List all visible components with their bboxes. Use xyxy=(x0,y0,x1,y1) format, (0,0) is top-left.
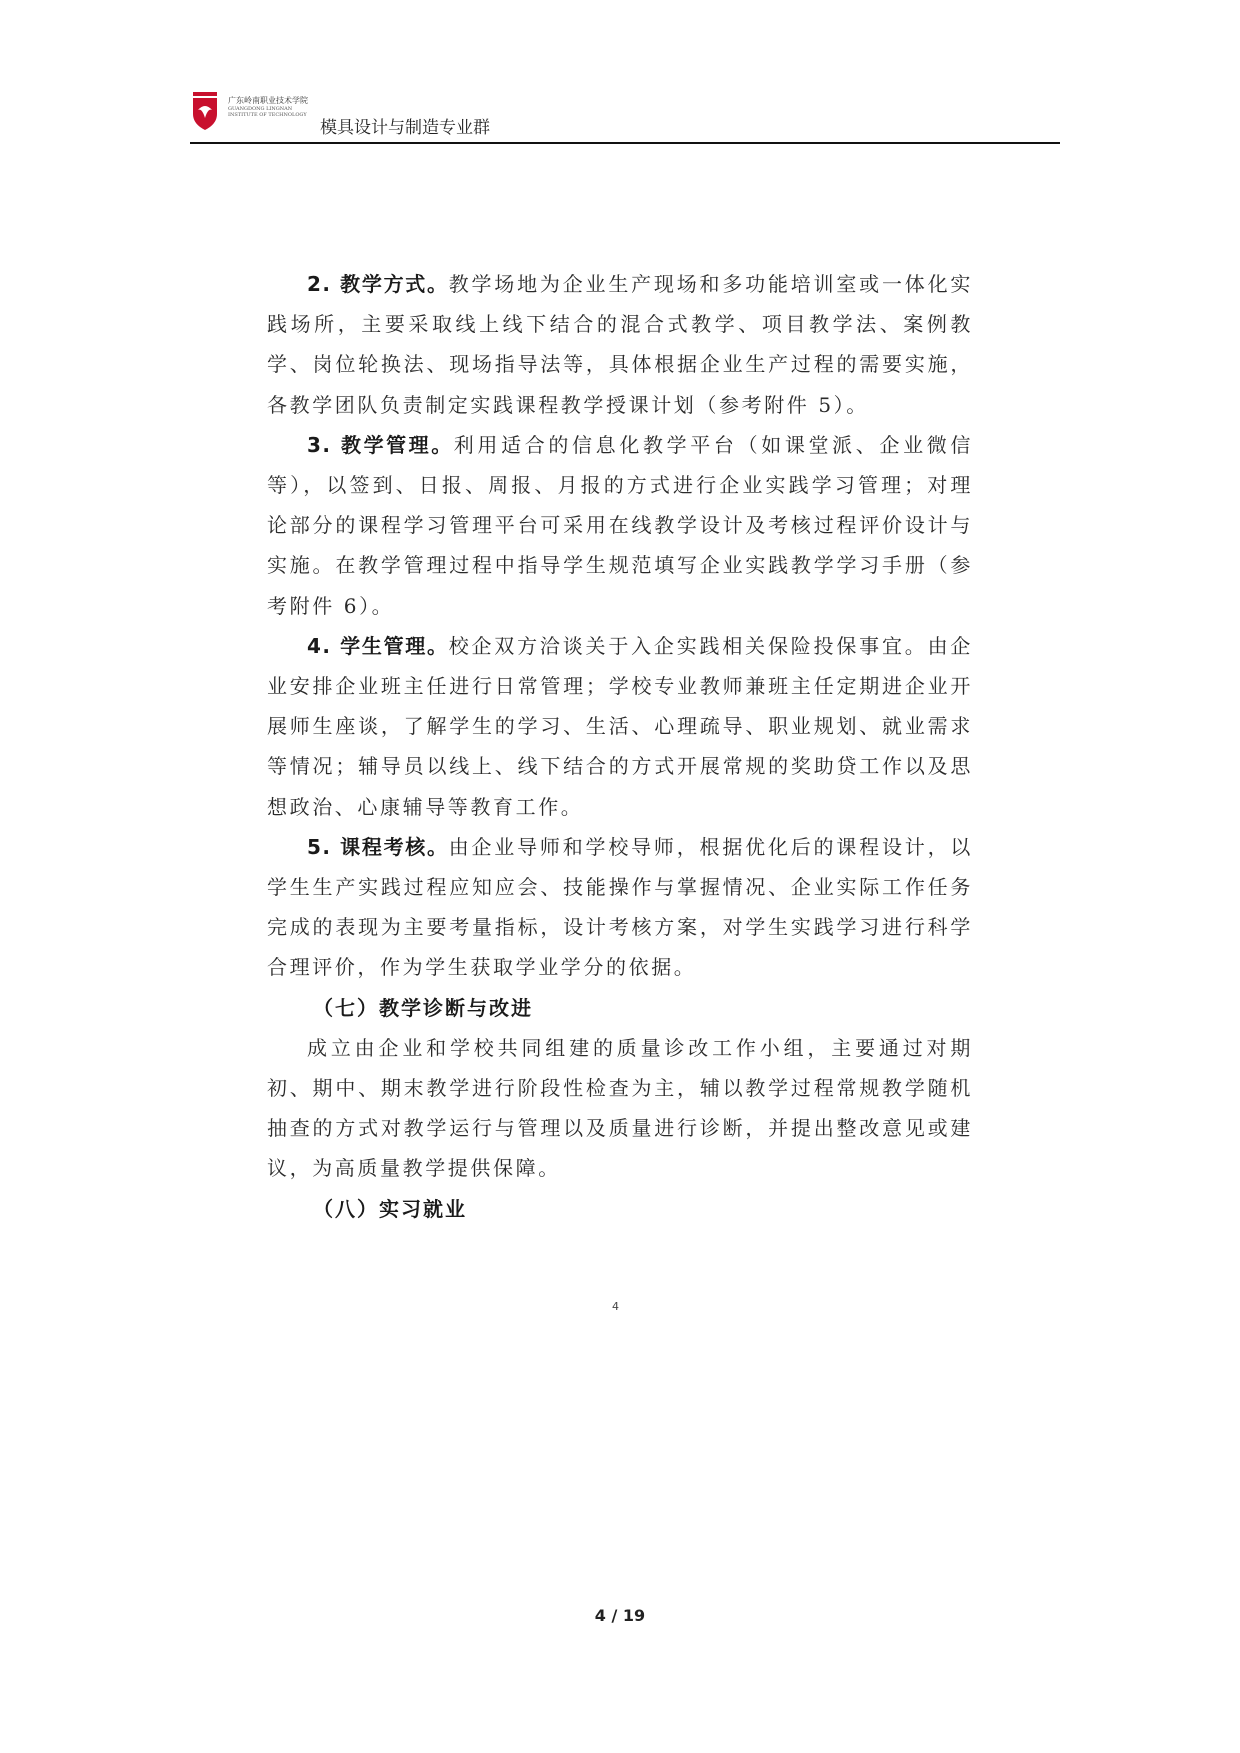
paragraph-text: 校企双方洽谈关于入企实践相关保险投保事宜。由企业安排企业班主任进行日常管理；学校专业教师兼班主任定期进企业开展师生座谈，了解学生的学习、生活、心理疏导、职业规划、就业需求等情况；辅导员以线上、线下结合的方式开展常规的奖助贷工作以及思想政治、心康辅导等教育工作。 xyxy=(267,633,973,819)
school-logo-icon xyxy=(190,88,220,132)
paragraph-text: 成立由企业和学校共同组建的质量诊改工作小组，主要通过对期初、期中、期末教学进行阶段性检查为主，辅以教学过程常规教学随机抽查的方式对教学运行与管理以及质量进行诊断，并提出整改意见或建议，为高质量教学提供保障。 xyxy=(267,1035,973,1181)
paragraph-lead: 3. 教学管理。 xyxy=(307,432,454,457)
page-header xyxy=(190,88,1060,144)
school-name-en-line-1: GUANGDONG LINGNAN xyxy=(228,106,293,112)
document-body xyxy=(267,264,973,1229)
paragraph-lead: 5. 课程考核。 xyxy=(307,834,449,859)
paragraph-course-assessment xyxy=(267,827,973,988)
paragraph-text: 利用适合的信息化教学平台（如课堂派、企业微信等），以签到、日报、周报、月报的方式进行企业实践学习管理；对理论部分的课程学习管理平台可采用在线教学设计及考核过程评价设计与实施。在教学管理过程中指导学生规范填写企业实践教学学习手册（参考附件 6）。 xyxy=(267,432,974,618)
paragraph-lead: 2. 教学方式。 xyxy=(307,272,449,296)
school-name-cn: 广东岭南职业技术学院 xyxy=(228,96,308,105)
heading-teaching-diagnosis: （七）教学诊断与改进 xyxy=(313,995,533,1020)
paragraph-text: 教学场地为企业生产现场和多功能培训室或一体化实践场所，主要采取线上线下结合的混合式教学、项目教学法、案例教学、岗位轮换法、现场指导法等，具体根据企业生产过程的需要实施，各教学团队负责制定实践课程教学授课计划（参考附件 5）。 xyxy=(267,272,973,417)
paragraph-text: 由企业导师和学校导师，根据优化后的课程设计，以学生生产实践过程应知应会、技能操作与掌握情况、企业实际工作任务完成的表现为主要考量指标，设计考核方案，对学生实践学习进行科学合理评价，作为学生获取学业学分的依据。 xyxy=(267,834,973,980)
page-number: 4 / 19 xyxy=(594,1606,646,1625)
school-name-en xyxy=(228,106,307,118)
inner-page-number: 4 xyxy=(612,1300,619,1313)
heading-internship-employment: （八）实习就业 xyxy=(313,1196,467,1221)
paragraph-teaching-management xyxy=(267,425,973,626)
school-name-en-line-2: INSTITUTE OF TECHNOLOGY xyxy=(228,112,307,118)
program-group-title: 模具设计与制造专业群 xyxy=(320,118,490,138)
paragraph-student-management xyxy=(267,626,973,827)
header-divider xyxy=(190,142,1060,144)
paragraph-lead: 4. 学生管理。 xyxy=(307,633,449,658)
paragraph-teaching-method xyxy=(267,264,973,425)
paragraph-quality-diagnosis xyxy=(267,1028,973,1189)
